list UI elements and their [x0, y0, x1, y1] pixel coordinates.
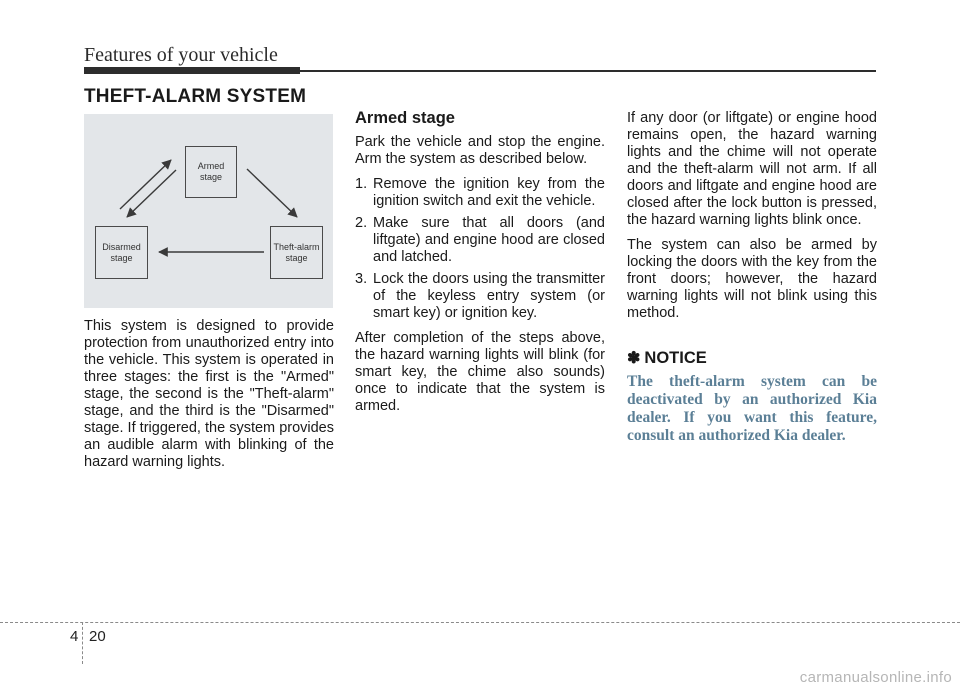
open-door-paragraph: If any door (or liftgate) or engine hood remains open, the hazard warning lights and the chime will not operate and the theft-alarm will not arm. If all doors and liftgate and engine hood are closed after the lock button is pressed, the hazard warning lights blink once. [627, 110, 877, 228]
step-number: 1. [355, 176, 368, 192]
footer-divider [82, 622, 83, 664]
step-number: 3. [355, 271, 368, 287]
footer-rule [0, 622, 960, 623]
header-rule [300, 70, 876, 72]
list-item [355, 215, 605, 266]
armed-intro: Park the vehicle and stop the engine. Arm the system as described below. [355, 134, 605, 167]
steps-list [355, 176, 605, 322]
chapter-number: 4 [70, 628, 79, 645]
arrow-armed-to-disarmed [127, 170, 176, 217]
arrow-disarmed-to-armed [120, 160, 171, 209]
key-arming-paragraph: The system can also be armed by locking the doors with the key from the front doors; however, the hazard warning lights will not blink using this method. [627, 237, 877, 321]
column-left [84, 318, 334, 479]
step-text: Lock the doors using the transmitter of the keyless entry system (or smart key) or ignition key. [373, 271, 605, 321]
step-text: Remove the ignition key from the ignition switch and exit the vehicle. [373, 176, 605, 209]
section-heading: THEFT-ALARM SYSTEM [84, 86, 307, 107]
list-item [355, 271, 605, 322]
disarmed-stage-box: Disarmed stage [95, 226, 148, 279]
step-text: Make sure that all doors (and liftgate) and engine hood are closed and latched. [373, 215, 605, 265]
page-number: 20 [89, 628, 106, 645]
stage-diagram [84, 114, 333, 308]
watermark: carmanualsonline.info [799, 669, 952, 686]
notice-body: The theft-alarm system can be deactivated by an authorized Kia dealer. If you want this feature, consult an authorized Kia dealer. [627, 373, 877, 444]
notice-icon: ✽ [627, 350, 641, 367]
armed-stage-heading: Armed stage [355, 109, 455, 127]
column-right [627, 110, 877, 445]
header-bar [84, 67, 300, 74]
column-middle [355, 110, 605, 423]
step-number: 2. [355, 215, 368, 231]
arrow-armed-to-theft [247, 169, 297, 217]
armed-stage-box: Armed stage [185, 146, 237, 198]
notice-label: NOTICE [644, 349, 707, 367]
after-steps-paragraph: After completion of the steps above, the hazard warning lights will blink (for smart key, the chime also sounds) once to indicate that the system is armed. [355, 330, 605, 414]
running-header: Features of your vehicle [84, 44, 278, 66]
notice-heading [627, 350, 877, 367]
list-item [355, 176, 605, 210]
intro-paragraph: This system is designed to provide protection from unauthorized entry into the vehicle. This system is operated in three stages: the first is the "Armed" stage, the second is the "Theft-alarm" stage, and the third is the "Disarmed" stage. If triggered, the system provides an audible alarm with blinking of the hazard warning lights. [84, 318, 334, 470]
theft-alarm-stage-box: Theft-alarm stage [270, 226, 323, 279]
